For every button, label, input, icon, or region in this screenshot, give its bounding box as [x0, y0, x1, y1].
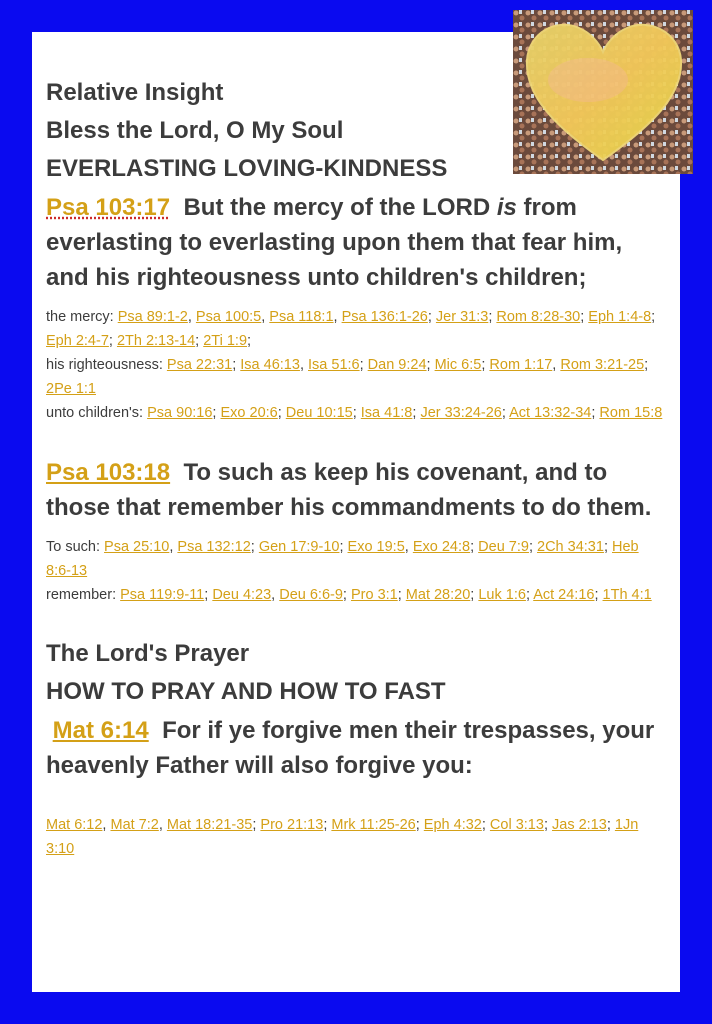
section-subtitle: Bless the Lord, O My Soul [46, 117, 344, 144]
scripture-link[interactable]: Isa 46:13 [240, 357, 300, 373]
separator: ; [323, 817, 332, 833]
scripture-link[interactable]: Jer 31:3 [435, 309, 489, 325]
separator: ; [543, 817, 552, 833]
scripture-link[interactable]: Exo 20:6 [220, 405, 278, 421]
cross-reference-list [46, 535, 666, 607]
scripture-link[interactable]: Psa 118:1 [269, 309, 334, 325]
verse-text: For if ye forgive men their trespasses, your heavenly Father will also forgive you: [46, 717, 655, 779]
scripture-link[interactable]: Mrk 11:25-26 [331, 817, 416, 833]
scripture-link[interactable]: Exo 24:8 [412, 539, 471, 555]
separator: ; [252, 817, 261, 833]
scripture-link[interactable]: Dan 9:24 [367, 357, 427, 373]
cross-reference-line [46, 813, 666, 861]
heart-collage-icon [513, 10, 693, 174]
scripture-link[interactable]: Psa 25:10 [104, 539, 170, 555]
scripture-link[interactable]: Pro 3:1 [350, 587, 398, 603]
separator: ; [352, 405, 361, 421]
section-title: Relative Insight [46, 79, 224, 106]
scripture-link[interactable]: Psa 90:16 [147, 405, 213, 421]
scripture-link[interactable]: Gen 17:9-10 [258, 539, 340, 555]
separator: ; [528, 539, 538, 555]
separator: , [333, 309, 342, 325]
scripture-link[interactable]: Act 24:16 [533, 587, 595, 603]
scripture-link[interactable]: Pro 21:13 [260, 817, 324, 833]
cross-reference-list [46, 813, 666, 861]
verse-text: To such as keep his covenant, and to those that remember his commandments to do them. [46, 459, 652, 521]
scripture-link[interactable]: Eph 1:4-8 [588, 309, 652, 325]
cross-reference-line [46, 353, 666, 401]
separator: , [404, 539, 413, 555]
separator: ; [594, 587, 603, 603]
scripture-link[interactable]: 2Ch 34:31 [537, 539, 604, 555]
scripture-link[interactable]: Psa 22:31 [166, 357, 233, 373]
separator: ; [247, 333, 252, 349]
separator: ; [359, 357, 368, 373]
separator: ; [342, 587, 351, 603]
verse-block [46, 455, 666, 525]
separator: ; [415, 817, 424, 833]
cross-reference-list [46, 305, 666, 425]
separator: ; [397, 587, 406, 603]
separator: , [102, 817, 111, 833]
scripture-link[interactable]: Rom 1:17 [489, 357, 553, 373]
separator: ; [426, 357, 435, 373]
separator: ; [651, 309, 656, 325]
separator: ; [580, 309, 589, 325]
cross-reference-line [46, 305, 666, 353]
separator: ; [606, 817, 615, 833]
heart-collage-image [513, 10, 693, 174]
scripture-link[interactable]: Rom 3:21-25 [560, 357, 645, 373]
scripture-link[interactable]: Psa 132:12 [177, 539, 251, 555]
scripture-link[interactable]: Psa 100:5 [195, 309, 262, 325]
separator: , [187, 309, 196, 325]
cross-reference-label: To such: [46, 539, 100, 555]
separator: , [158, 817, 167, 833]
scripture-link[interactable]: Isa 51:6 [308, 357, 360, 373]
verse-block [46, 713, 666, 783]
verse-text: But the mercy of the LORD [183, 194, 497, 221]
separator: , [261, 309, 270, 325]
verse-ref-link[interactable]: Psa 103:17 [46, 194, 171, 221]
separator: , [169, 539, 178, 555]
separator: ; [232, 357, 241, 373]
scripture-link[interactable]: Deu 6:6-9 [279, 587, 343, 603]
scripture-link[interactable]: Psa 119:9-11 [120, 587, 205, 603]
scripture-link[interactable]: Isa 41:8 [360, 405, 413, 421]
separator: , [299, 357, 309, 373]
separator: ; [644, 357, 649, 373]
separator: ; [603, 539, 612, 555]
verse-block [46, 190, 666, 295]
separator: ; [195, 333, 204, 349]
scripture-link[interactable]: Mat 6:12 [46, 817, 103, 833]
scripture-link[interactable]: Exo 19:5 [347, 539, 405, 555]
scripture-link[interactable]: Deu 4:23 [212, 587, 272, 603]
separator: ; [204, 587, 213, 603]
scripture-link[interactable]: 1Jn 3:10 [46, 817, 639, 857]
scripture-link[interactable]: Rom 8:28-30 [496, 309, 581, 325]
separator: , [552, 357, 561, 373]
cross-reference-line [46, 401, 666, 425]
separator: ; [339, 539, 348, 555]
cross-reference-line [46, 583, 666, 607]
cross-reference-label: the mercy: [46, 309, 114, 325]
separator: ; [108, 333, 117, 349]
scripture-link[interactable]: Mat 28:20 [405, 587, 471, 603]
separator: ; [488, 309, 497, 325]
scripture-link[interactable]: Jer 33:24-26 [420, 405, 502, 421]
separator: , [271, 587, 280, 603]
scripture-link[interactable]: 1Th 4:1 [602, 587, 652, 603]
verse-ref-link[interactable]: Psa 103:18 [46, 459, 171, 486]
scripture-link[interactable]: 2Ti 1:9 [203, 333, 248, 349]
separator: ; [427, 309, 436, 325]
scripture-link[interactable]: Jas 2:13 [552, 817, 607, 833]
cross-reference-label: remember: [46, 587, 117, 603]
verse-italic: is [496, 194, 517, 221]
scripture-link[interactable]: Psa 136:1-26 [341, 309, 428, 325]
scripture-link[interactable]: 2Th 2:13-14 [116, 333, 196, 349]
verse-ref-link[interactable]: Mat 6:14 [52, 717, 149, 744]
scripture-link[interactable]: Psa 89:1-2 [117, 309, 188, 325]
scripture-link[interactable]: Eph 2:4-7 [46, 333, 109, 349]
separator: ; [525, 587, 534, 603]
separator: ; [481, 817, 490, 833]
cross-reference-label: his righteousness: [46, 357, 163, 373]
separator: ; [470, 587, 479, 603]
separator: ; [212, 405, 221, 421]
scripture-link[interactable]: Deu 7:9 [478, 539, 529, 555]
separator: ; [250, 539, 259, 555]
scripture-link[interactable]: Deu 10:15 [285, 405, 353, 421]
separator: ; [501, 405, 510, 421]
separator: ; [277, 405, 286, 421]
separator: ; [481, 357, 490, 373]
scripture-link[interactable]: Rom 15:8 [599, 405, 663, 421]
content-card [32, 32, 680, 992]
separator: ; [470, 539, 479, 555]
section-heading: HOW TO PRAY AND HOW TO FAST [46, 678, 446, 705]
scripture-link[interactable]: Mat 18:21-35 [166, 817, 253, 833]
cross-reference-label: unto children's: [46, 405, 144, 421]
scripture-link[interactable]: Act 13:32-34 [509, 405, 592, 421]
separator: ; [591, 405, 600, 421]
scripture-link[interactable]: Col 3:13 [489, 817, 544, 833]
separator: ; [412, 405, 421, 421]
scripture-link[interactable]: Luk 1:6 [478, 587, 526, 603]
verse-text: from everlasting to everlasting upon them that fear him, and his righteousness unto children's children; [46, 194, 623, 291]
scripture-link[interactable]: Mat 7:2 [110, 817, 159, 833]
scripture-link[interactable]: Heb 8:6-13 [46, 539, 639, 579]
scripture-link[interactable]: Mic 6:5 [434, 357, 482, 373]
scripture-link[interactable]: Eph 4:32 [423, 817, 482, 833]
section-heading: EVERLASTING LOVING-KINDNESS [46, 155, 448, 182]
section-title: The Lord's Prayer [46, 640, 250, 667]
scripture-link[interactable]: 2Pe 1:1 [46, 381, 96, 397]
cross-reference-line [46, 535, 666, 583]
